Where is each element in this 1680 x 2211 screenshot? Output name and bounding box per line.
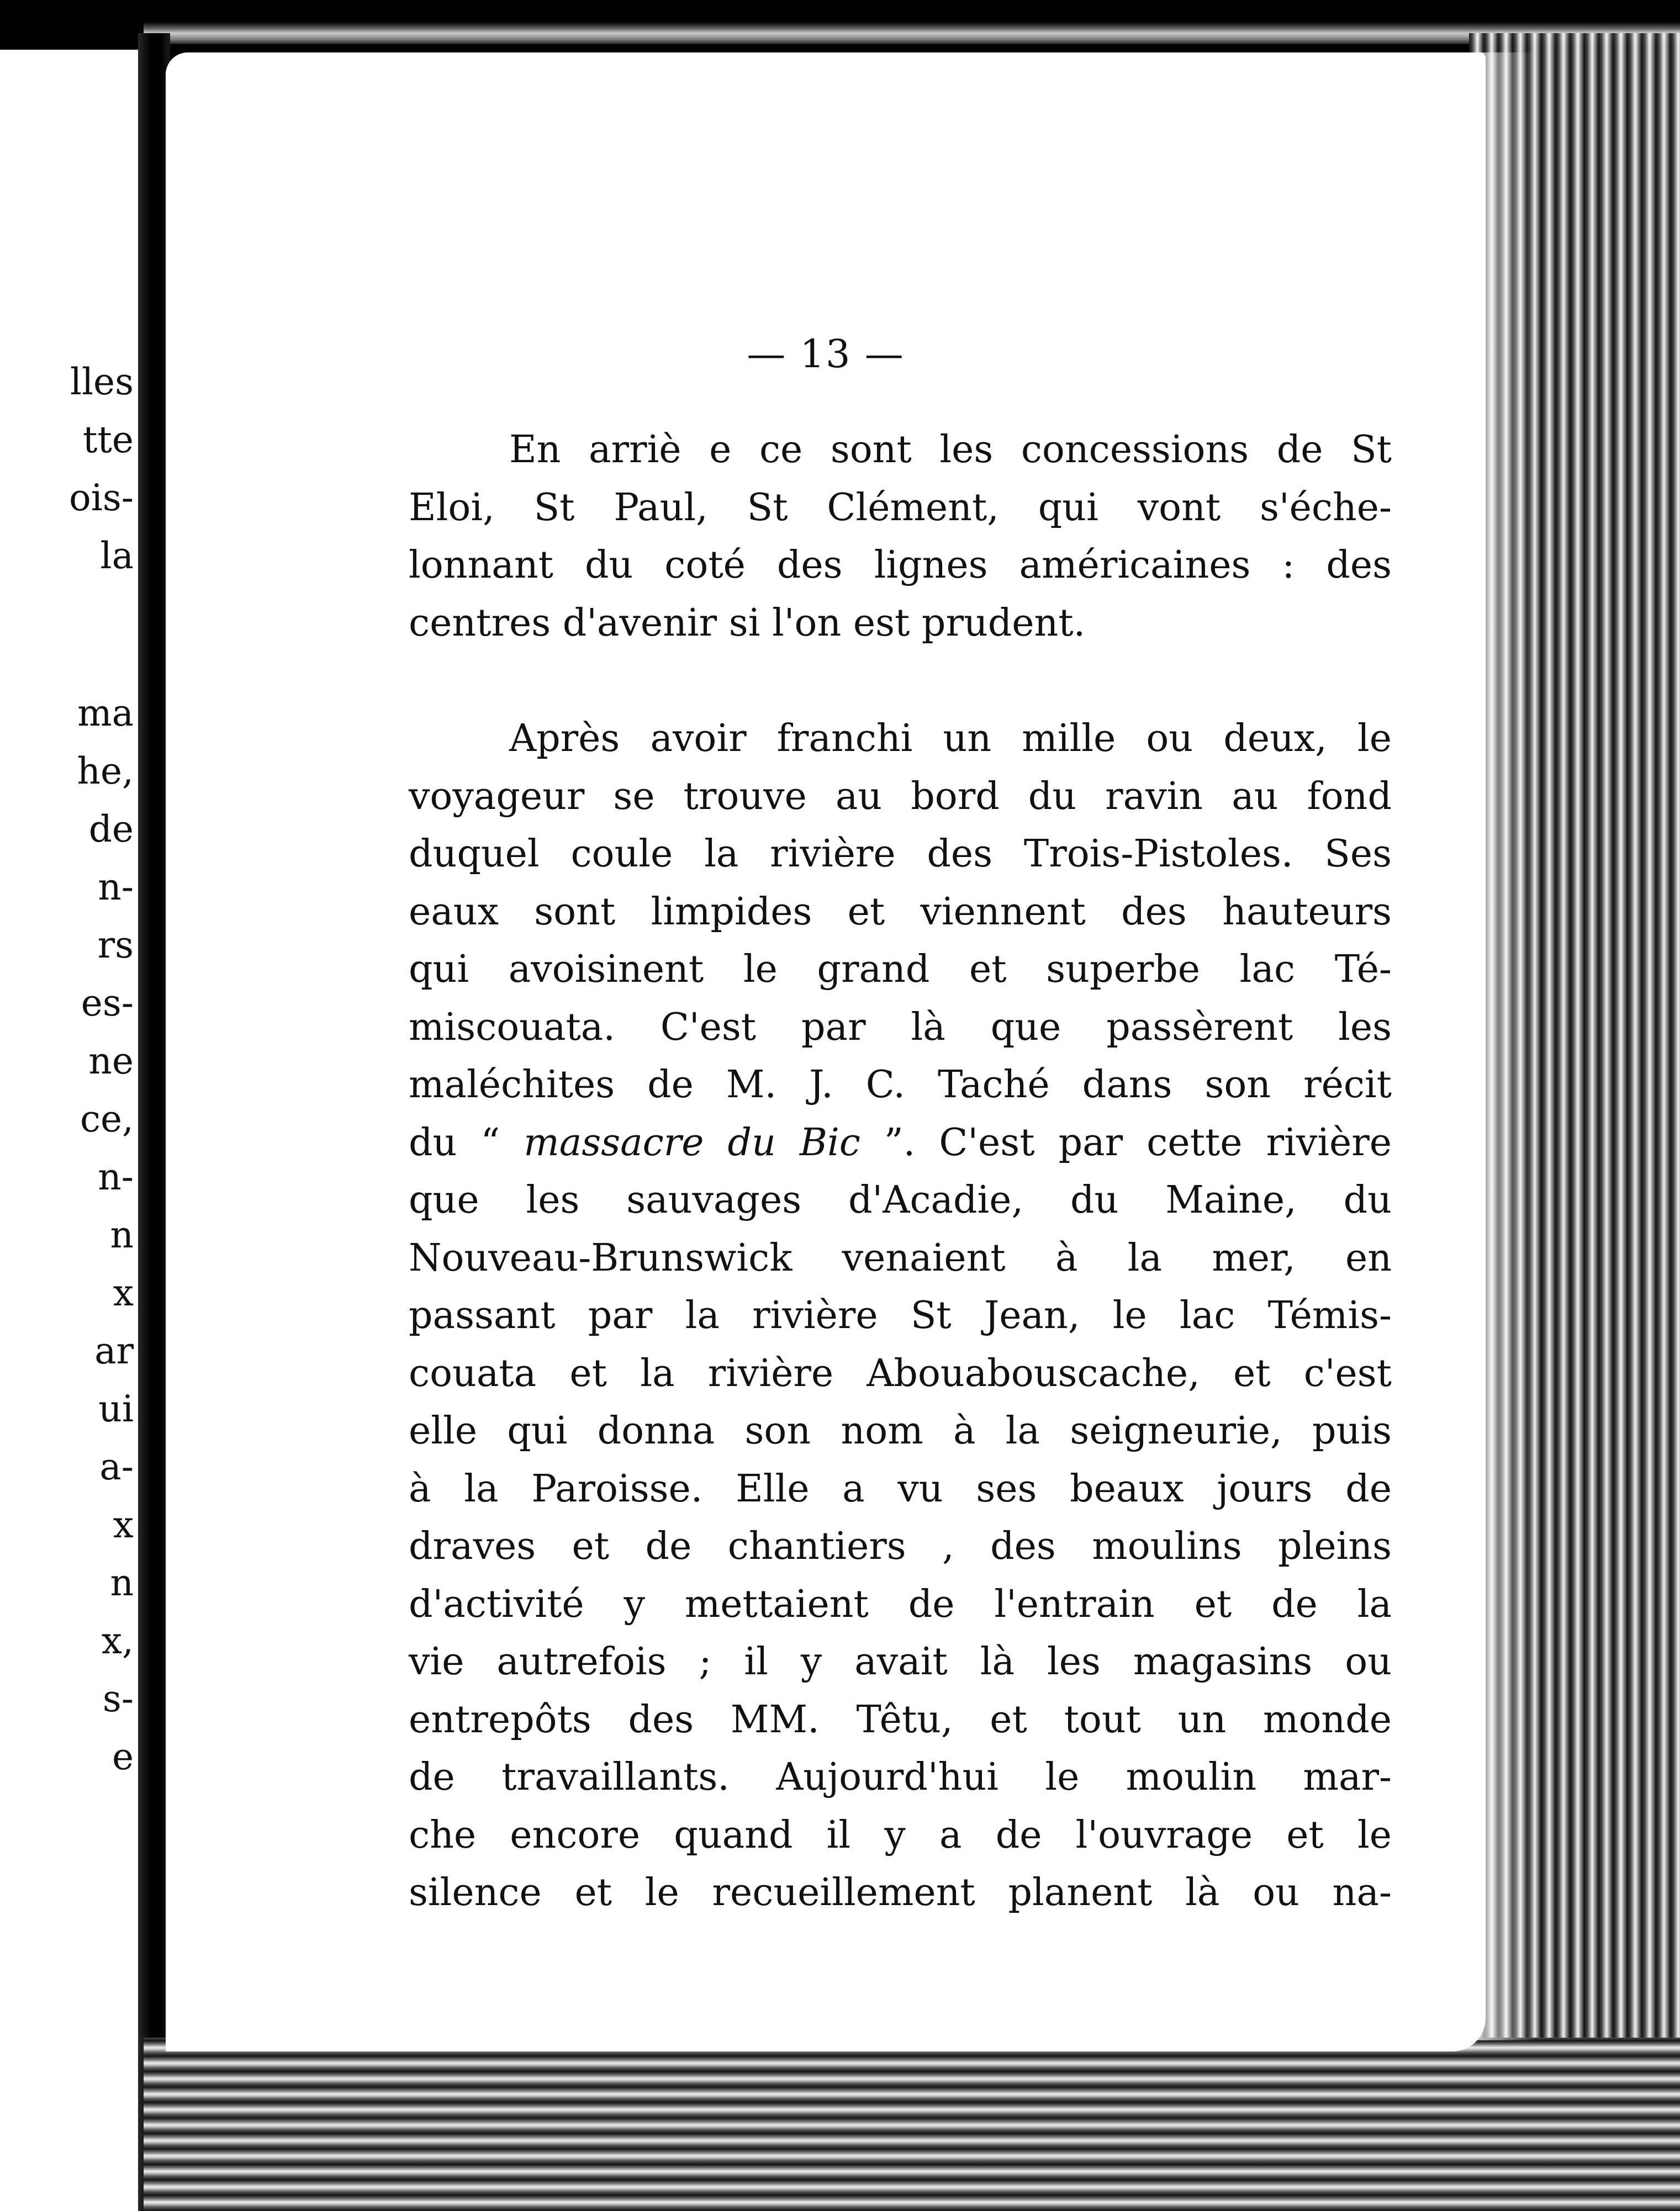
right-edge-fade [1436,52,1535,2040]
page-number: — 13 — [747,331,905,377]
text-line: Eloi, St Paul, St Clément, qui vont s'éche- [409,485,1392,530]
left-page-text-fragment: lles [70,361,134,403]
left-page-text-fragment: x, [101,1620,134,1662]
left-page-text-fragment: ne [88,1040,134,1082]
paragraph-2 [409,710,1392,1922]
text-line-with-italic: du “ massacre du Bic ”. C'est par cette rivière [409,1120,1392,1165]
text-line: che encore quand il y a de l'ouvrage et le [409,1813,1392,1857]
text-line: Nouveau-Brunswick venaient à la mer, en [409,1236,1392,1280]
left-page-text-fragment: es- [81,982,134,1024]
text-line: de travaillants. Aujourd'hui le moulin mar- [409,1755,1392,1799]
left-page-text-fragment: n [110,1562,134,1604]
paragraph-gap [409,652,1392,710]
top-page-edge [144,0,1680,61]
left-page-text-fragment: ois- [68,477,134,519]
left-page-text-fragment: e [112,1736,134,1778]
text-line: elle qui donna son nom à la seigneurie, puis [409,1409,1392,1453]
text-line: passant par la rivière St Jean, le lac Témis- [409,1294,1392,1337]
left-page-text-fragment: de [88,808,134,850]
text-line: draves et de chantiers , des moulins pleins [409,1525,1392,1568]
text-line: miscouata. C'est par là que passèrent les [409,1005,1392,1049]
italic-title: massacre du Bic [524,1120,860,1165]
text-line: couata et la rivière Abouabouscache, et c'est [409,1351,1392,1395]
text-line: à la Paroisse. Elle a vu ses beaux jours de [409,1467,1392,1511]
text-line: silence et le recueillement planent là ou na- [409,1871,1392,1914]
left-page-text-fragment: a- [99,1446,134,1488]
text-line: voyageur se trouve au bord du ravin au fond [409,774,1392,818]
text-line: vie autrefois ; il y avait là les magasins ou [409,1640,1392,1684]
left-page-text-fragment: he, [77,750,134,792]
left-page-text-fragment: x [113,1272,134,1314]
text-line: maléchites de M. J. C. Taché dans son récit [409,1063,1392,1107]
left-page-text-fragment: n- [98,1156,134,1198]
left-page-text-fragment: n- [98,866,134,908]
left-page-text-fragment: ar [94,1330,134,1372]
text-line: qui avoisinent le grand et superbe lac Té- [409,948,1392,991]
text-line: centres d'avenir si l'on est prudent. [409,601,1086,645]
left-page-text-fragment: x [113,1504,134,1546]
text-line: d'activité y mettaient de l'entrain et de la [409,1582,1392,1626]
body-text [409,421,1392,1922]
paragraph-1 [409,421,1392,652]
text-line: duquel coule la rivière des Trois-Pistoles. Ses [409,832,1392,876]
text-line: que les sauvages d'Acadie, du Maine, du [409,1178,1392,1222]
text-line: Après avoir franchi un mille ou deux, le [509,717,1392,760]
left-page-text-fragment: n [110,1214,134,1256]
left-page-text-fragment: ma [77,692,134,734]
left-page-text-fragment: rs [97,924,134,966]
bottom-page-edge [144,2038,1680,2211]
left-page-text-fragment: s- [102,1678,134,1720]
text-line: lonnant du coté des lignes américaines : des [409,543,1392,587]
left-page-text-fragment: tte [82,419,134,461]
text-line: En arriè e ce sont les concessions de St [509,428,1392,472]
main-page [166,52,1486,2051]
text-line: entrepôts des MM. Têtu, et tout un monde [409,1697,1392,1742]
left-page-text-fragment: la [100,535,134,577]
left-page-text-fragment: ui [98,1388,134,1430]
left-page-fragment [0,50,144,2211]
left-page-text-fragment: ce, [80,1098,134,1140]
text-line: eaux sont limpides et viennent des hauteurs [409,890,1392,934]
